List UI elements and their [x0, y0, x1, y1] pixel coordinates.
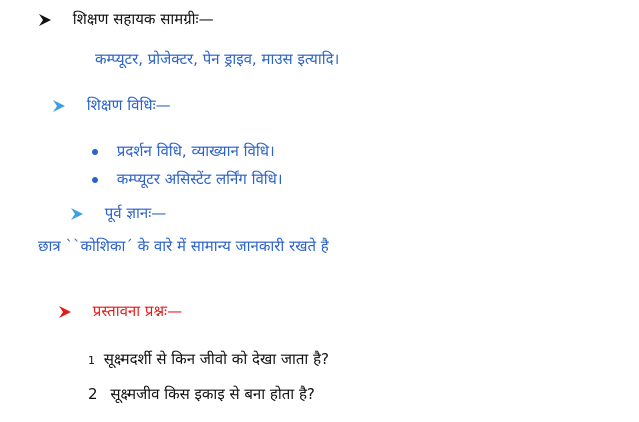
teaching-aids-heading: शिक्षण सहायक सामग्रीः— — [72, 10, 214, 28]
teaching-methods-heading: शिक्षण विधिः— — [86, 96, 171, 114]
prior-knowledge-content: छात्र ``कोशिका´ के वारे में सामान्य जानकारी रखते है — [38, 237, 329, 255]
arrow-bullet-icon — [38, 13, 52, 27]
teaching-aids-content: कम्प्यूटर, प्रोजेक्टर, पेन ड्राइव, माउस इत्यादि। — [95, 50, 340, 68]
question-text: सूक्ष्मदर्शी से किन जीवो को देखा जाता है? — [103, 350, 330, 368]
arrow-bullet-icon — [52, 99, 66, 113]
teaching-methods-item-text: प्रदर्शन विधि, व्याख्यान विधि। — [116, 142, 275, 160]
intro-questions-heading: प्रस्तावना प्रश्नः— — [92, 302, 183, 320]
question-number: 1 — [88, 354, 95, 367]
teaching-methods-item — [92, 172, 283, 187]
bullet-icon — [92, 149, 98, 155]
question-text: सूक्ष्मजीव किस इकाइ से बना होता है? — [110, 385, 315, 403]
teaching-methods-item — [92, 144, 275, 159]
intro-questions-heading-row — [58, 304, 182, 319]
bullet-icon — [92, 177, 98, 183]
prior-knowledge-heading-row — [70, 206, 166, 221]
arrow-bullet-icon — [70, 207, 84, 221]
teaching-methods-heading-row — [52, 98, 171, 113]
question-number: 2 — [88, 385, 98, 403]
teaching-methods-item-text: कम्प्यूटर असिस्टेंट लर्निंग विधि। — [116, 170, 283, 188]
prior-knowledge-heading: पूर्व ज्ञानः— — [104, 204, 167, 222]
arrow-bullet-icon — [58, 305, 72, 319]
intro-question-row — [88, 387, 315, 402]
intro-question-row — [88, 352, 329, 367]
teaching-aids-heading-row — [38, 12, 214, 27]
